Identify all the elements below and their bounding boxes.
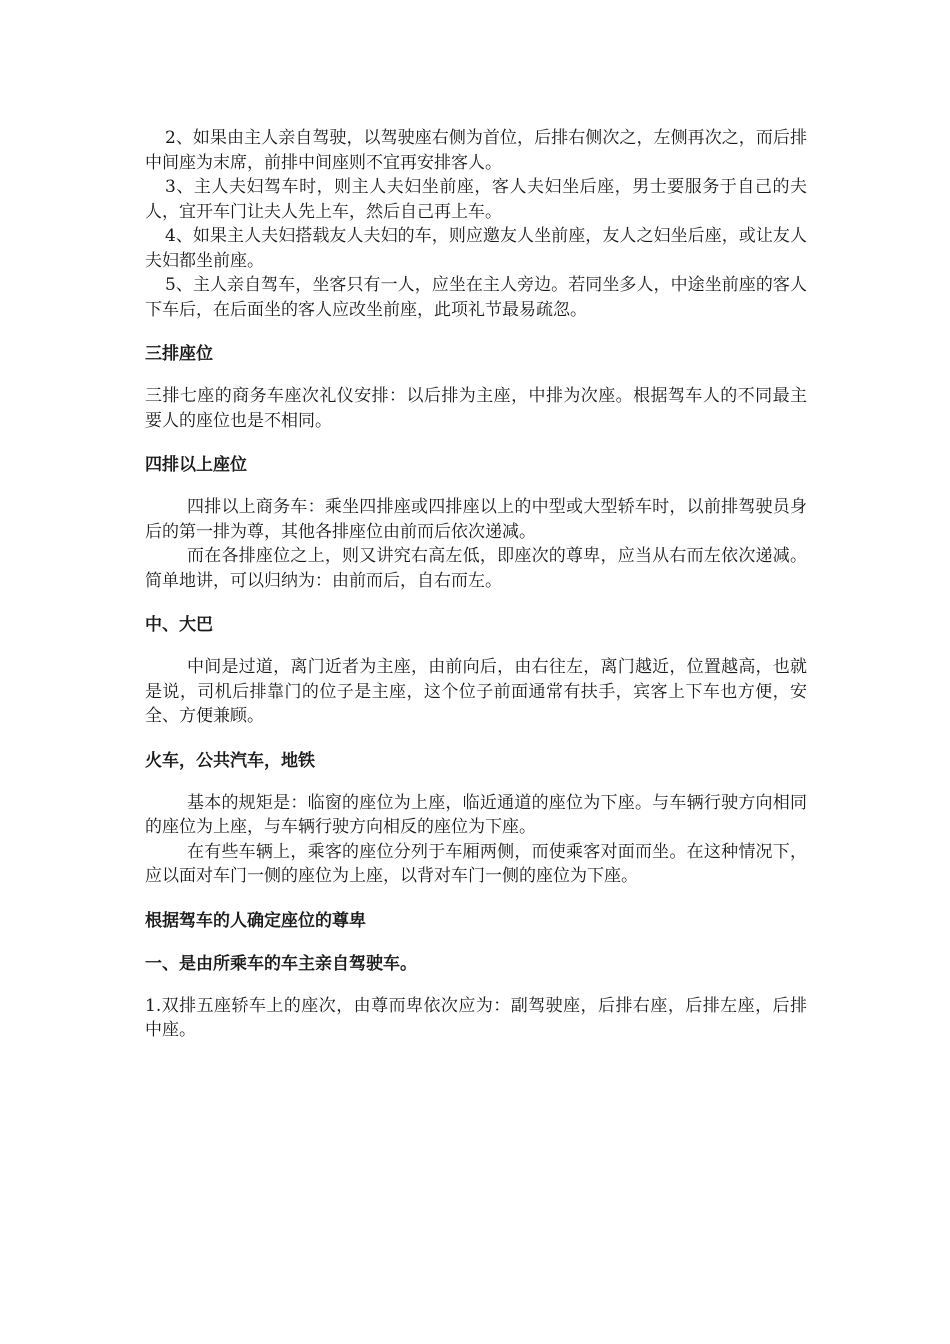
- list-item-3: 3、主人夫妇驾车时，则主人夫妇坐前座，客人夫妇坐后座，男士要服务于自己的夫人，宜开车门让夫人先上车，然后自己再上车。: [145, 177, 807, 222]
- heading-bus: 中、大巴: [145, 615, 213, 635]
- subheading-owner-drives: 一、是由所乘车的车主亲自驾驶车。: [145, 953, 417, 974]
- heading-four-rows: 四排以上座位: [145, 455, 247, 475]
- list-item-2: 2、如果由主人亲自驾驶，以驾驶座右侧为首位，后排右侧次之，左侧再次之，而后排中间座为末席，前排中间座则不宜再安排客人。: [145, 128, 807, 173]
- four-rows-body-2: 而在各排座位之上，则又讲究右高左低，即座次的尊卑，应当从右而左依次递减。简单地讲，可以归纳为：由前而后，自右而左。: [145, 546, 807, 591]
- driver-body: 1.双排五座轿车上的座次，由尊而卑依次应为：副驾驶座，后排右座，后排左座，后排中座。: [145, 995, 807, 1040]
- heading-driver: 根据驾车的人确定座位的尊卑: [145, 910, 366, 931]
- train-body-1: 基本的规矩是：临窗的座位为上座，临近通道的座位为下座。与车辆行驶方向相同的座位为上座，与车辆行驶方向相反的座位为下座。: [145, 792, 807, 837]
- three-rows-body: 三排七座的商务车座次礼仪安排：以后排为主座，中排为次座。根据驾车人的不同最主要人的座位也是不相同。: [145, 386, 807, 431]
- four-rows-body-1: 四排以上商务车：乘坐四排座或四排座以上的中型或大型轿车时，以前排驾驶员身后的第一排为尊，其他各排座位由前而后依次递减。: [145, 497, 807, 542]
- list-item-4: 4、如果主人夫妇搭载友人夫妇的车，则应邀友人坐前座，友人之妇坐后座，或让友人夫妇都坐前座。: [145, 226, 807, 271]
- heading-three-rows: 三排座位: [145, 344, 213, 364]
- document-page: [145, 126, 807, 1043]
- bus-body: 中间是过道，离门近者为主座，由前向后，由右往左，离门越近，位置越高，也就是说，司机后排靠门的位子是主座，这个位子前面通常有扶手，宾客上下车也方便，安全、方便兼顾。: [145, 657, 807, 726]
- train-body-2: 在有些车辆上，乘客的座位分列于车厢两侧，而使乘客对面而坐。在这种情况下，应以面对车门一侧的座位为上座，以背对车门一侧的座位为下座。: [145, 841, 807, 886]
- heading-train: 火车，公共汽车，地铁: [145, 750, 315, 771]
- list-item-5: 5、主人亲自驾车，坐客只有一人，应坐在主人旁边。若同坐多人，中途坐前座的客人下车后，在后面坐的客人应改坐前座，此项礼节最易疏忽。: [145, 275, 807, 320]
